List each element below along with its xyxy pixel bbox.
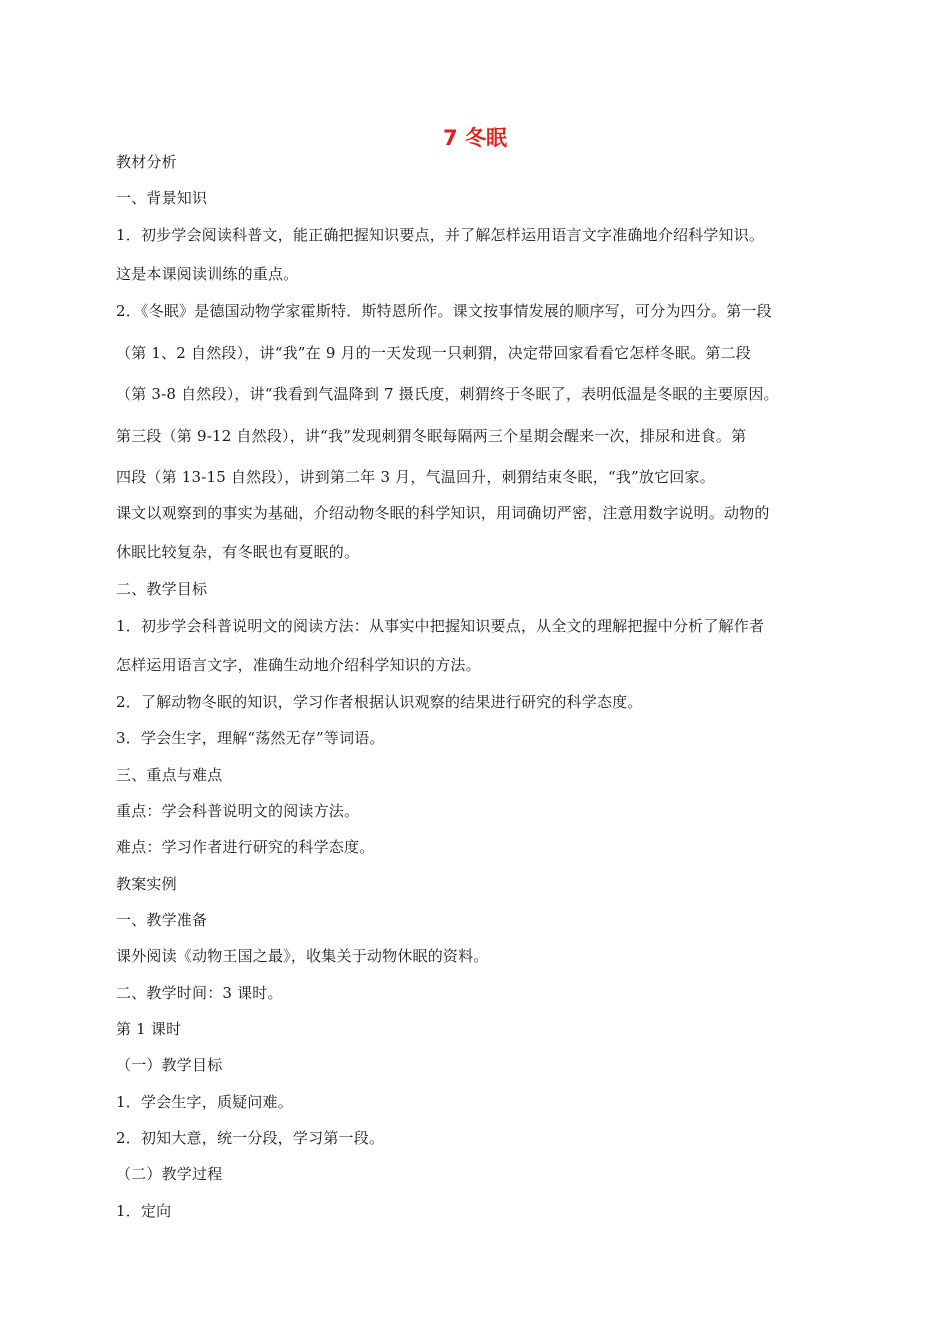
paragraph-line: 第三段（第 9-12 自然段），讲“我”发现刺猬冬眠每隔两三个星期会醒来一次，排尿和进食。第: [116, 427, 747, 445]
paragraph-line: （第 1、2 自然段），讲“我”在 9 月的一天发现一只刺猬，决定带回家看看它怎样冬眠。第二段: [116, 344, 751, 362]
paragraph-line: 3．学会生字，理解“荡然无存”等词语。: [116, 729, 385, 747]
paragraph-line: 四段（第 13-15 自然段），讲到第二年 3 月，气温回升，刺猬结束冬眠，“我”放它回家。: [116, 468, 715, 486]
paragraph-line: 1．初步学会科普说明文的阅读方法：从事实中把握知识要点，从全文的理解把握中分析了解作者: [116, 617, 765, 635]
paragraph-line: 1．初步学会阅读科普文，能正确把握知识要点，并了解怎样运用语言文字准确地介绍科学知识。: [116, 226, 765, 244]
paragraph-line: 2．初知大意，统一分段，学习第一段。: [116, 1129, 385, 1147]
paragraph-line: 休眠比较复杂，有冬眠也有夏眠的。: [116, 543, 360, 561]
paragraph-line: 这是本课阅读训练的重点。: [116, 265, 299, 283]
subsection-heading: 一、背景知识: [116, 189, 208, 207]
paragraph-line: 怎样运用语言文字，准确生动地介绍科学知识的方法。: [116, 656, 481, 674]
paragraph-line: 课文以观察到的事实为基础，介绍动物冬眠的科学知识，用词确切严密，注意用数字说明。动物的: [116, 504, 770, 522]
paragraph-line: 难点：学习作者进行研究的科学态度。: [116, 838, 375, 856]
paragraph-line: 课外阅读《动物王国之最》，收集关于动物休眠的资料。: [116, 947, 489, 965]
paragraph-line: （一）教学目标: [116, 1056, 223, 1074]
paragraph-line: （二）教学过程: [116, 1165, 223, 1183]
paragraph-line: 2．《冬眠》是德国动物学家霍斯特．斯特恩所作。课文按事情发展的顺序写，可分为四分。第一段: [116, 302, 772, 320]
paragraph-line: 1．学会生字，质疑问难。: [116, 1093, 293, 1111]
paragraph-line: 二、教学时间：3 课时。: [116, 984, 283, 1002]
subsection-heading: 一、教学准备: [116, 911, 208, 929]
paragraph-line: 1．定向: [116, 1202, 172, 1220]
section-heading: 教材分析: [116, 153, 177, 171]
subsection-heading: 三、重点与难点: [116, 766, 223, 784]
document-title: 7 冬眠: [443, 126, 507, 150]
paragraph-line: 重点：学会科普说明文的阅读方法。: [116, 802, 360, 820]
subsection-heading: 二、教学目标: [116, 580, 208, 598]
section-heading: 教案实例: [116, 875, 177, 893]
paragraph-line: 2．了解动物冬眠的知识，学习作者根据认识观察的结果进行研究的科学态度。: [116, 693, 643, 711]
paragraph-line: 第 1 课时: [116, 1020, 182, 1038]
paragraph-line: （第 3-8 自然段），讲“我看到气温降到 7 摄氏度，刺猬终于冬眠了，表明低温是冬眠的主要原因。: [116, 385, 779, 403]
